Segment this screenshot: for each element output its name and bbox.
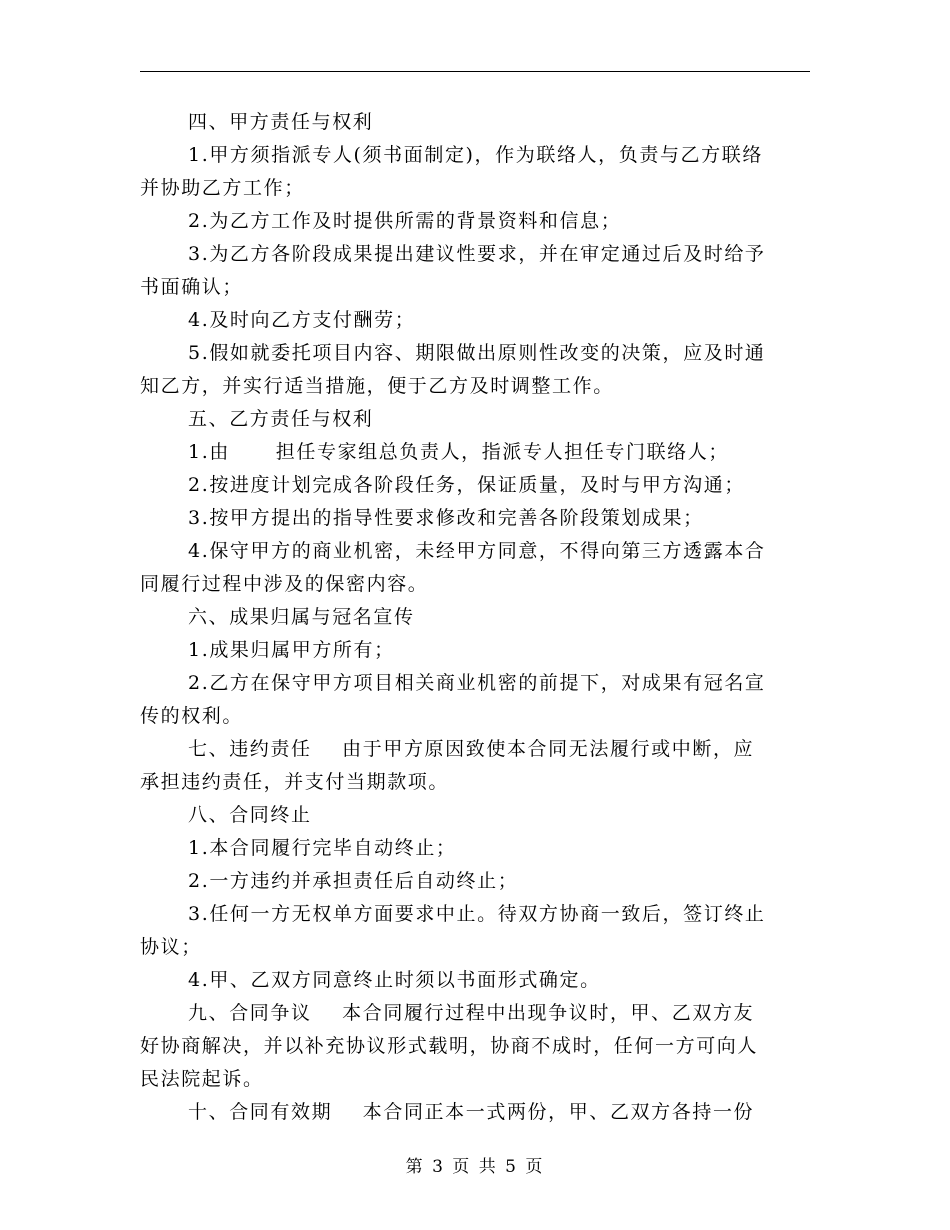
document-line: 4.及时向乙方支付酬劳； — [188, 309, 416, 331]
page-number-footer: 第 3 页 共 5 页 — [405, 1157, 545, 1177]
document-line: 五、乙方责任与权利 — [188, 408, 374, 430]
document-line: 2.乙方在保守甲方项目相关商业机密的前提下，对成果有冠名宣 — [188, 672, 766, 694]
document-line: 八、合同终止 — [188, 804, 312, 826]
document-line: 2.一方违约并承担责任后自动终止； — [188, 870, 519, 892]
document-line: 知乙方，并实行适当措施，便于乙方及时调整工作。 — [140, 375, 614, 397]
document-line: 协议； — [140, 936, 202, 958]
document-line: 5.假如就委托项目内容、期限做出原则性改变的决策，应及时通 — [188, 342, 766, 364]
document-line: 3.按甲方提出的指导性要求修改和完善各阶段策划成果； — [188, 507, 704, 529]
document-line: 1.由 担任专家组总负责人，指派专人担任专门联络人； — [188, 441, 729, 463]
document-line: 六、成果归属与冠名宣传 — [188, 606, 415, 628]
document-line: 七、违约责任 由于甲方原因致使本合同无法履行或中断，应 — [188, 738, 755, 760]
document-line: 并协助乙方工作； — [140, 177, 305, 199]
document-line: 四、甲方责任与权利 — [188, 111, 374, 133]
document-line: 3.为乙方各阶段成果提出建议性要求，并在审定通过后及时给予 — [188, 243, 766, 265]
document-line: 1.甲方须指派专人(须书面制定)，作为联络人，负责与乙方联络 — [188, 144, 763, 166]
document-line: 书面确认； — [140, 276, 244, 298]
header-rule — [140, 71, 810, 72]
document-line: 九、合同争议 本合同履行过程中出现争议时，甲、乙双方友 — [188, 1002, 755, 1024]
document-line: 民法院起诉。 — [140, 1068, 264, 1090]
document-line: 2.为乙方工作及时提供所需的背景资料和信息； — [188, 210, 622, 232]
document-line: 2.按进度计划完成各阶段任务，保证质量，及时与甲方沟通； — [188, 474, 745, 496]
document-line: 1.成果归属甲方所有； — [188, 639, 395, 661]
document-line: 承担违约责任，并支付当期款项。 — [140, 771, 450, 793]
document-line: 传的权利。 — [140, 705, 244, 727]
document-line: 十、合同有效期 本合同正本一式两份，甲、乙双方各持一份 — [188, 1101, 755, 1123]
document-line: 4.保守甲方的商业机密，未经甲方同意，不得向第三方透露本合 — [188, 540, 766, 562]
document-body — [140, 106, 810, 1129]
document-line: 同履行过程中涉及的保密内容。 — [140, 573, 429, 595]
document-line: 3.任何一方无权单方面要求中止。待双方协商一致后，签订终止 — [188, 903, 766, 925]
document-line: 好协商解决，并以补充协议形式载明，协商不成时，任何一方可向人 — [140, 1035, 759, 1057]
document-line: 1.本合同履行完毕自动终止； — [188, 837, 457, 859]
document-line: 4.甲、乙双方同意终止时须以书面形式确定。 — [188, 969, 601, 991]
